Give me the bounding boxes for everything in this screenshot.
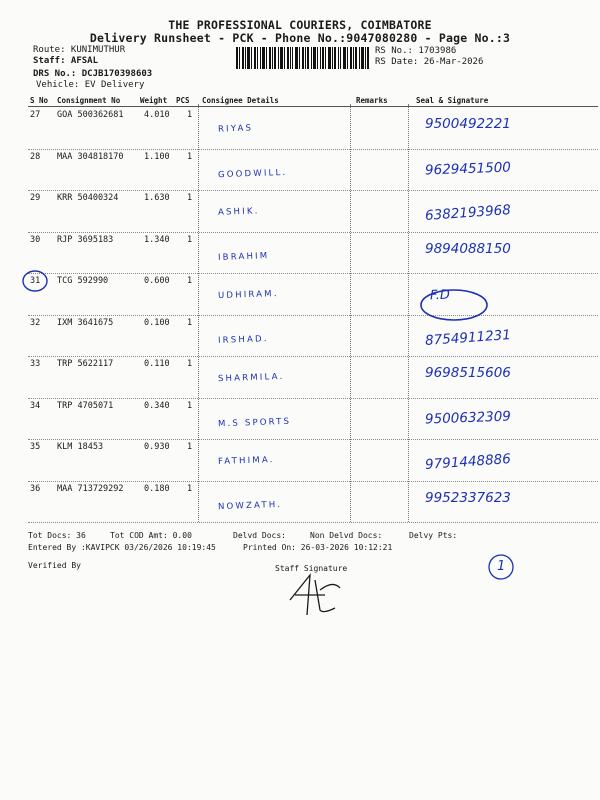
row-pcs: 1 xyxy=(187,151,193,162)
row-consignee-name: IRSHAD. xyxy=(217,333,269,346)
rs-number: RS No.: 1703986 xyxy=(375,46,457,56)
row-pcs: 1 xyxy=(187,483,193,494)
row-consignee-name: UDHIRAM. xyxy=(217,288,279,302)
row-sno: 35 xyxy=(30,442,41,452)
row-signature-phone: 9791448886 xyxy=(424,451,512,473)
row-consignee-name: NOWZATH. xyxy=(217,499,283,512)
drs-label: DRS No.: DCJB170398603 xyxy=(33,69,153,79)
route-label: Route: KUNIMUTHUR xyxy=(33,45,126,55)
delivery-points: Delvy Pts: xyxy=(409,531,458,540)
row-sno: 27 xyxy=(30,110,41,120)
row-consignment-no: MAA 304818170 xyxy=(57,151,124,162)
row-consignment-no: KRR 50400324 xyxy=(57,193,119,203)
col-consignment-header: Consignment No xyxy=(57,96,121,105)
row-consignment-no: TRP 4705071 xyxy=(57,400,114,411)
row-weight: 0.100 xyxy=(144,317,170,328)
entered-by: Entered By :KAVIPCK 03/26/2026 10:19:45 xyxy=(28,543,216,552)
delivered-docs: Delvd Docs: xyxy=(233,531,286,540)
staff-signature-scribble xyxy=(285,570,345,620)
col-pcs-header: PCS xyxy=(176,96,190,105)
row-sno: 34 xyxy=(30,400,41,411)
table-row xyxy=(0,150,600,192)
fd-circle-mark xyxy=(418,288,490,322)
header-rule xyxy=(28,106,598,107)
row-pcs: 1 xyxy=(187,234,193,245)
row-weight: 1.340 xyxy=(144,234,170,245)
row-consignee-name: SHARMILA. xyxy=(217,371,285,385)
row-consignee-name: M.S SPORTS xyxy=(217,416,292,429)
table-row xyxy=(0,440,600,482)
table-row xyxy=(0,108,600,150)
row-consignee-name: ASHIK. xyxy=(217,206,260,218)
col-consignee-header: Consignee Details xyxy=(202,96,279,105)
row-signature-phone: 8754911231 xyxy=(424,326,512,349)
non-delivered-docs: Non Delvd Docs: xyxy=(310,531,383,540)
row-sno: 33 xyxy=(30,359,41,369)
row-sno: 36 xyxy=(30,483,41,494)
row-consignment-no: GOA 500362681 xyxy=(57,110,124,120)
row-sno: 28 xyxy=(30,151,41,162)
table-row xyxy=(0,399,600,441)
table-row xyxy=(0,274,600,316)
row-pcs: 1 xyxy=(187,359,193,369)
row-signature-phone: F.D xyxy=(429,287,451,304)
col-weight-header: Weight xyxy=(140,96,168,105)
col-seal-header: Seal & Signature xyxy=(416,96,489,105)
table-row xyxy=(0,233,600,275)
row-consignee-name: FATHIMA. xyxy=(217,455,275,467)
document-subtitle: Delivery Runsheet - PCK - Phone No.:9047080280 - Page No.:3 xyxy=(89,31,511,45)
row-sno: 31 xyxy=(30,276,41,286)
row-separator xyxy=(28,522,598,523)
row-consignee-name: GOODWILL. xyxy=(217,167,288,180)
table-row xyxy=(0,482,600,524)
row-weight: 0.340 xyxy=(144,400,170,411)
table-row xyxy=(0,191,600,233)
row-pcs: 1 xyxy=(187,276,193,286)
row-signature-phone: 9698515606 xyxy=(425,365,511,381)
row-pcs: 1 xyxy=(187,110,193,120)
row-consignee-name: IBRAHIM xyxy=(217,250,270,263)
row-signature-phone: 9500492221 xyxy=(425,116,511,132)
staff-signature-label: Staff Signature xyxy=(275,564,348,573)
row-weight: 1.630 xyxy=(144,193,170,203)
row-signature-phone: 9629451500 xyxy=(424,159,512,178)
printed-on: Printed On: 26-03-2026 10:12:21 xyxy=(243,543,393,552)
row-sno: 30 xyxy=(30,234,41,245)
row-weight: 0.110 xyxy=(144,359,170,369)
page-mark-number: 1 xyxy=(497,559,506,574)
barcode-image xyxy=(236,47,369,69)
row-pcs: 1 xyxy=(187,193,193,203)
row-pcs: 1 xyxy=(187,442,193,452)
row-consignment-no: KLM 18453 xyxy=(57,442,104,452)
row-31-circle-mark xyxy=(20,268,50,294)
row-consignment-no: MAA 713729292 xyxy=(57,483,124,494)
col-sno-header: S No xyxy=(30,96,49,105)
row-signature-phone: 9894088150 xyxy=(425,240,511,257)
row-pcs: 1 xyxy=(187,317,193,328)
row-weight: 0.180 xyxy=(144,483,170,494)
row-consignee-name: RIYAS xyxy=(217,123,254,135)
row-signature-phone: 9500632309 xyxy=(424,408,512,427)
row-consignment-no: RJP 3695183 xyxy=(57,234,114,245)
row-signature-phone: 6382193968 xyxy=(424,202,512,224)
row-sno: 29 xyxy=(30,193,41,203)
verified-by-label: Verified By xyxy=(28,561,81,570)
row-consignment-no: TCG 592990 xyxy=(57,276,109,286)
row-pcs: 1 xyxy=(187,400,193,411)
row-weight: 0.930 xyxy=(144,442,170,452)
table-row xyxy=(0,316,600,358)
vehicle-label: Vehicle: EV Delivery xyxy=(36,80,145,90)
row-weight: 0.600 xyxy=(144,276,170,286)
total-docs: Tot Docs: 36 xyxy=(28,531,86,540)
row-signature-phone: 9952337623 xyxy=(425,489,511,506)
row-consignment-no: IXM 3641675 xyxy=(57,317,114,328)
document-title: THE PROFESSIONAL COURIERS, COIMBATORE xyxy=(168,18,432,32)
rs-date: RS Date: 26-Mar-2026 xyxy=(375,57,484,67)
total-cod: Tot COD Amt: 0.00 xyxy=(110,531,192,540)
table-row xyxy=(0,357,600,399)
staff-label: Staff: AFSAL xyxy=(33,56,99,66)
col-remarks-header: Remarks xyxy=(356,96,388,105)
row-weight: 1.100 xyxy=(144,151,170,162)
row-weight: 4.010 xyxy=(144,110,170,120)
row-consignment-no: TRP 5622117 xyxy=(57,359,114,369)
row-sno: 32 xyxy=(30,317,41,328)
